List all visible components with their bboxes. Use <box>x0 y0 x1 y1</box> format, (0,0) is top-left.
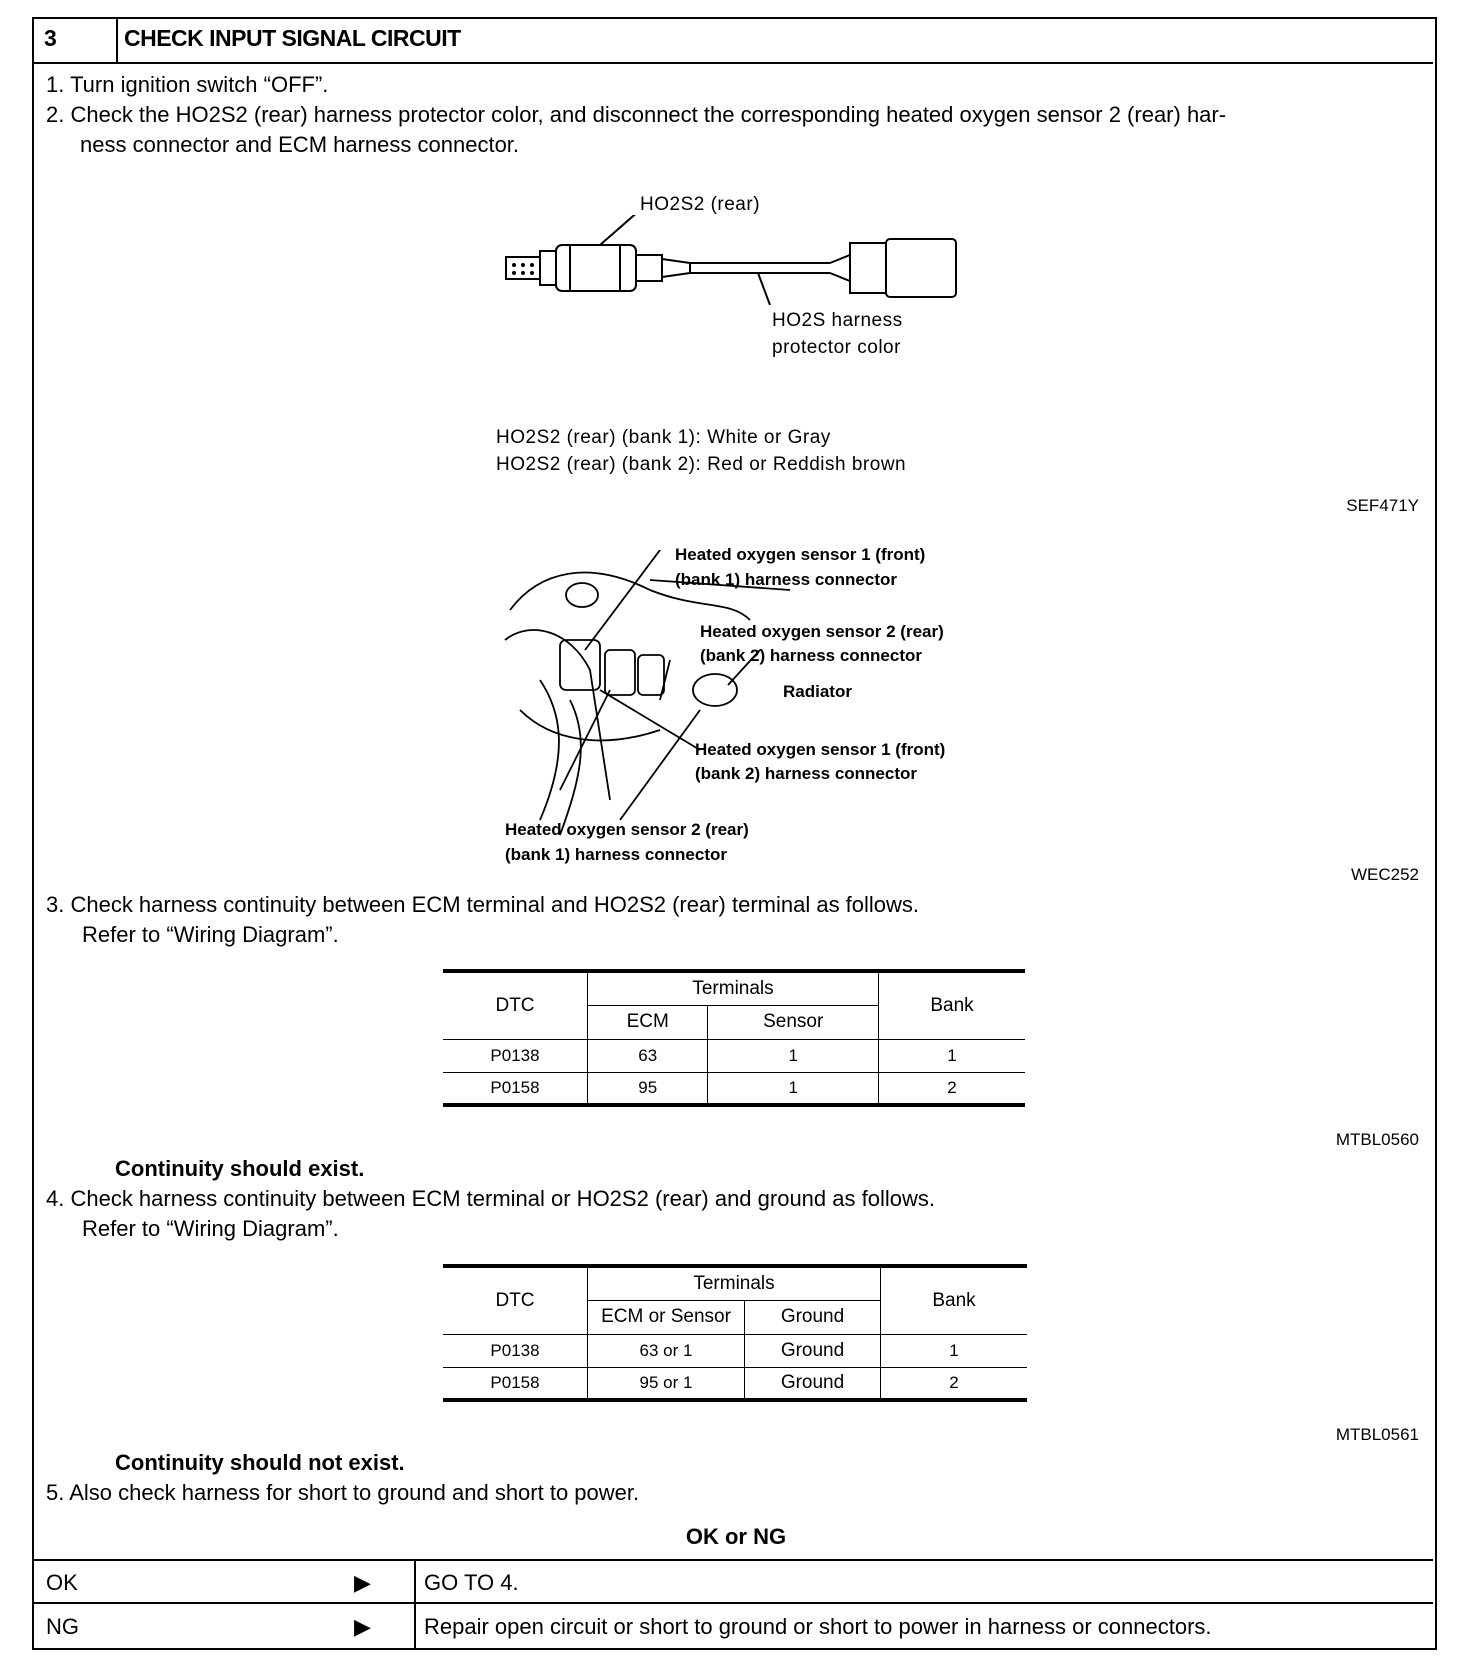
header-dtc: DTC <box>443 1266 588 1334</box>
step-number: 3 <box>44 25 57 51</box>
step-4-cont: Refer to “Wiring Diagram”. <box>82 1216 339 1241</box>
cell-dtc: P0158 <box>443 1367 588 1400</box>
label-radiator: Radiator <box>783 682 852 701</box>
figure-ref: SEF471Y <box>1346 496 1419 515</box>
result-title: OK or NG <box>685 1524 787 1549</box>
cell-sensor: 1 <box>708 1072 879 1105</box>
cell-sensor: 1 <box>708 1039 879 1072</box>
step-3-cont: Refer to “Wiring Diagram”. <box>82 922 339 947</box>
continuity-note: Continuity should exist. <box>115 1156 365 1181</box>
sensor-illustration <box>500 215 1000 305</box>
header-divider <box>116 17 118 62</box>
header-ecm: ECM <box>588 1005 708 1039</box>
cell-ground: Ground <box>745 1367 881 1400</box>
cell-ecm: 95 <box>588 1072 708 1105</box>
header-terminals: Terminals <box>588 1266 881 1300</box>
header-bank: Bank <box>879 971 1026 1039</box>
step-title: CHECK INPUT SIGNAL CIRCUIT <box>124 25 461 51</box>
label-hos1-bank1-b: (bank 1) harness connector <box>675 570 898 589</box>
label-hos1-bank1-a: Heated oxygen sensor 1 (front) <box>675 545 926 564</box>
no-continuity-note: Continuity should not exist. <box>115 1450 405 1475</box>
column-divider <box>414 1561 416 1603</box>
step-2-cont: ness connector and ECM harness connector. <box>80 132 520 157</box>
cell-dtc: P0138 <box>443 1334 588 1367</box>
label-hos1-bank2-b: (bank 2) harness connector <box>695 764 918 783</box>
header-ground: Ground <box>745 1300 881 1334</box>
engine-compartment-illustration <box>500 550 800 840</box>
label-hos1-bank2-a: Heated oxygen sensor 1 (front) <box>695 740 946 759</box>
header-dtc: DTC <box>443 971 588 1039</box>
cell-bank: 2 <box>881 1367 1028 1400</box>
bank1-color: HO2S2 (rear) (bank 1): White or Gray <box>496 427 831 448</box>
step-header <box>32 17 1433 64</box>
label-hos2-bank1-a: Heated oxygen sensor 2 (rear) <box>505 820 749 839</box>
header-sensor: Sensor <box>708 1005 879 1039</box>
table-ref: MTBL0561 <box>1335 1425 1419 1444</box>
arrow-right-icon: ▶ <box>354 1614 371 1639</box>
ok-label: OK <box>46 1570 78 1595</box>
cell-ground: Ground <box>745 1334 881 1367</box>
cell-dtc: P0158 <box>443 1072 588 1105</box>
continuity-table <box>443 969 1025 1107</box>
header-bank: Bank <box>881 1266 1028 1334</box>
result-row-ng <box>32 1602 1433 1648</box>
ng-label: NG <box>46 1614 79 1639</box>
header-ecm-or-sensor: ECM or Sensor <box>588 1300 745 1334</box>
step-4: 4. Check harness continuity between ECM terminal or HO2S2 (rear) and ground as follows. <box>46 1186 935 1211</box>
step-3: 3. Check harness continuity between ECM terminal and HO2S2 (rear) terminal as follows. <box>46 892 920 917</box>
harness-label-2: protector color <box>772 337 901 358</box>
label-hos2-bank1-b: (bank 1) harness connector <box>505 845 728 864</box>
label-hos2-bank2-a: Heated oxygen sensor 2 (rear) <box>700 622 944 641</box>
step-5: 5. Also check harness for short to ground and short to power. <box>46 1480 640 1505</box>
cell-ecm: 63 <box>588 1039 708 1072</box>
step-2: 2. Check the HO2S2 (rear) harness protector color, and disconnect the corresponding heated oxygen sensor 2 (rear) har- <box>46 102 1227 127</box>
label-hos2-bank2-b: (bank 2) harness connector <box>700 646 923 665</box>
header-terminals: Terminals <box>588 971 879 1005</box>
arrow-right-icon: ▶ <box>354 1570 371 1595</box>
column-divider <box>414 1604 416 1648</box>
result-row-ok <box>32 1559 1433 1603</box>
table-ref: MTBL0560 <box>1335 1130 1419 1149</box>
cell-bank: 2 <box>879 1072 1026 1105</box>
cell-dtc: P0138 <box>443 1039 588 1072</box>
cell-ecm: 63 or 1 <box>588 1334 745 1367</box>
cell-bank: 1 <box>879 1039 1026 1072</box>
ng-action: Repair open circuit or short to ground or short to power in harness or connectors. <box>424 1614 1212 1639</box>
figure-ref: WEC252 <box>1350 865 1419 884</box>
harness-label-1: HO2S harness <box>772 310 903 331</box>
sensor-label: HO2S2 (rear) <box>640 194 761 215</box>
cell-ecm: 95 or 1 <box>588 1367 745 1400</box>
ground-continuity-table <box>443 1264 1027 1402</box>
cell-bank: 1 <box>881 1334 1028 1367</box>
ok-action: GO TO 4. <box>424 1570 519 1595</box>
bank2-color: HO2S2 (rear) (bank 2): Red or Reddish brown <box>496 454 907 475</box>
step-1: 1. Turn ignition switch “OFF”. <box>46 72 329 97</box>
